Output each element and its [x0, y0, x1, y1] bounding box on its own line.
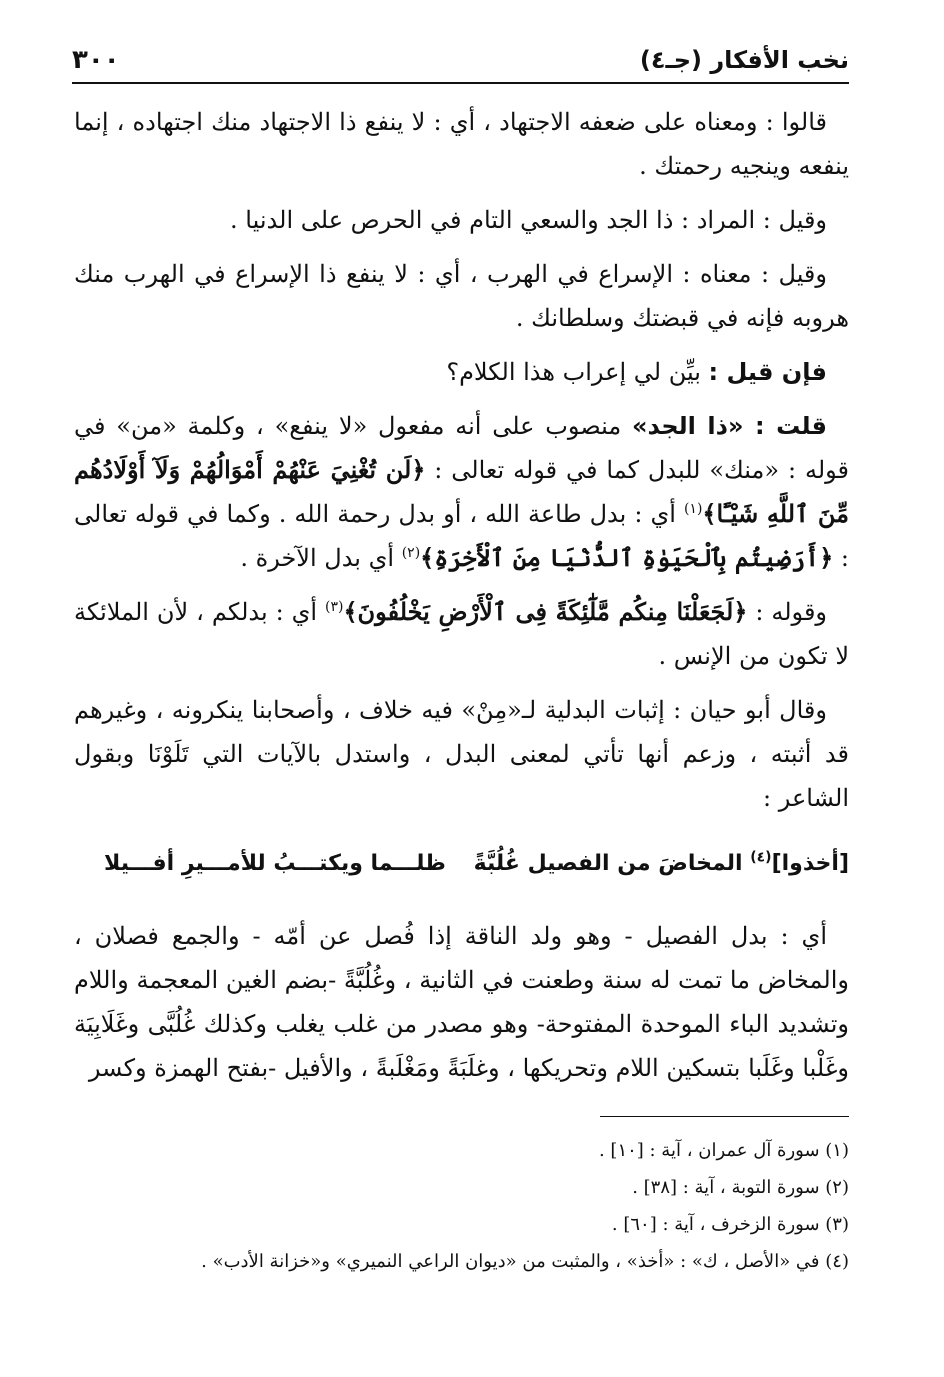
verse-bracketed-word: [أخذوا] — [771, 851, 849, 876]
question-lead: فإن قيل : — [708, 358, 827, 386]
running-header — [72, 38, 849, 84]
main-text — [74, 100, 849, 1100]
paragraph-3: وقيل : معناه : الإسراع في الهرب ، أي : لا ينفع ذا الإسراع في الهرب منك هروبه فإنه في قبضتك وسلطانك . — [74, 260, 849, 332]
footnote-ref-4[interactable]: (٤) — [750, 849, 772, 866]
quran-verse-2: ﴿أَرَضِيتُم بِٱلْحَيَوٰةِ ٱلدُّنْيَا مِنَ ٱلْأَخِرَةِ﴾ — [420, 543, 834, 572]
verse-first-hemistich — [474, 842, 849, 886]
footnotes — [74, 1132, 849, 1280]
paragraph-7: وقال أبو حيان : إثبات البدلية لـ«مِنْ» فيه خلاف ، وأصحابنا ينكرونه ، وغيرهم قد أثبته ، وزعم أنها تأتي لمعنى البدل ، واستدل بالآيات التي تَلَوْنَا وبقول الشاعر : — [74, 696, 849, 812]
footnote-divider — [600, 1116, 849, 1117]
footnote-ref-3[interactable]: (٣) — [325, 599, 344, 615]
poetry-verse — [74, 842, 849, 886]
footnote-2: (٢) سورة التوبة ، آية : [٣٨] . — [632, 1177, 849, 1198]
question-text: بيِّن لي إعراب هذا الكلام؟ — [446, 358, 709, 386]
verse-second-hemistich: ظلـــما ويكتـــبُ للأمـــيرِ أفـــيلا — [104, 851, 446, 876]
verse-first-text: المخاضَ من الفصيل غُلُبَّةً — [473, 851, 751, 876]
book-title: نخب الأفكار (جـ٤) — [639, 46, 849, 74]
paragraph-4 — [74, 350, 849, 394]
footnote-3: (٣) سورة الزخرف ، آية : [٦٠] . — [611, 1214, 849, 1235]
footnote-1: (١) سورة آل عمران ، آية : [١٠] . — [598, 1140, 849, 1161]
paragraph-6 — [74, 590, 849, 678]
footnote-4: (٤) في «الأصل ، ك» : «أخذ» ، والمثبت من «ديوان الراعي النميري» و«خزانة الأدب» . — [201, 1251, 849, 1272]
footnote-ref-2[interactable]: (٢) — [401, 545, 421, 561]
quran-verse-3: ﴿لَجَعَلْنَا مِنكُم مَّلَٰٓئِكَةً فِى ٱلْأَرْضِ يَخْلُفُونَ﴾ — [343, 597, 748, 626]
answer-text-b: أي : بدل طاعة الله ، أو بدل رحمة الله . وكما في قوله تعالى : — [74, 500, 849, 572]
answer-text-a: منصوب على أنه مفعول «لا ينفع» ، وكلمة «من» في قوله : «منك» للبدل كما في قوله تعالى : — [74, 412, 850, 484]
paragraph-1: قالوا : ومعناه على ضعفه الاجتهاد ، أي : لا ينفع ذا الاجتهاد منك اجتهاده ، إنما ينفعه وينجيه رحمتك . — [74, 108, 849, 180]
footnote-ref-1[interactable]: (١) — [683, 501, 703, 517]
answer-lead: قلت : «ذا الجد» — [631, 412, 827, 440]
paragraph-5 — [74, 404, 849, 580]
paragraph-2: وقيل : المراد : ذا الجد والسعي التام في الحرص على الدنيا . — [230, 206, 827, 234]
paragraph-8: أي : بدل الفصيل - وهو ولد الناقة إذا فُصل عن أمّه - والجمع فصلان ، والمخاض ما تمت له سنة وطعنت في الثانية ، وغُلُبَّةً -بضم الغين المعجمة واللام وتشديد الباء الموحدة المفتوحة- وهو مصدر من غلب يغلب وكذلك غُلُبَّى وغَلَابِيَة وغَلْبا وغَلَبا بتسكين اللام وتحريكها ، وغلَبَةً ومَغْلَبةً ، والأفيل -بفتح الهمزة وكسر — [74, 922, 849, 1082]
paragraph-6-text-b: أي : بدلكم ، لأن الملائكة لا تكون من الإنس . — [74, 598, 849, 670]
answer-text-c: أي بدل الآخرة . — [240, 544, 402, 572]
paragraph-6-text-a: وقوله : — [747, 598, 828, 626]
page-number: ٣٠٠ — [72, 45, 120, 75]
quran-verse-1: ﴿لَن تُغْنِيَ عَنْهُمْ أَمْوَالُهُمْ وَلَآ أَوْلَادُهُم مِّنَ ٱللَّهِ شَيْـًٔا﴾ — [74, 455, 849, 528]
